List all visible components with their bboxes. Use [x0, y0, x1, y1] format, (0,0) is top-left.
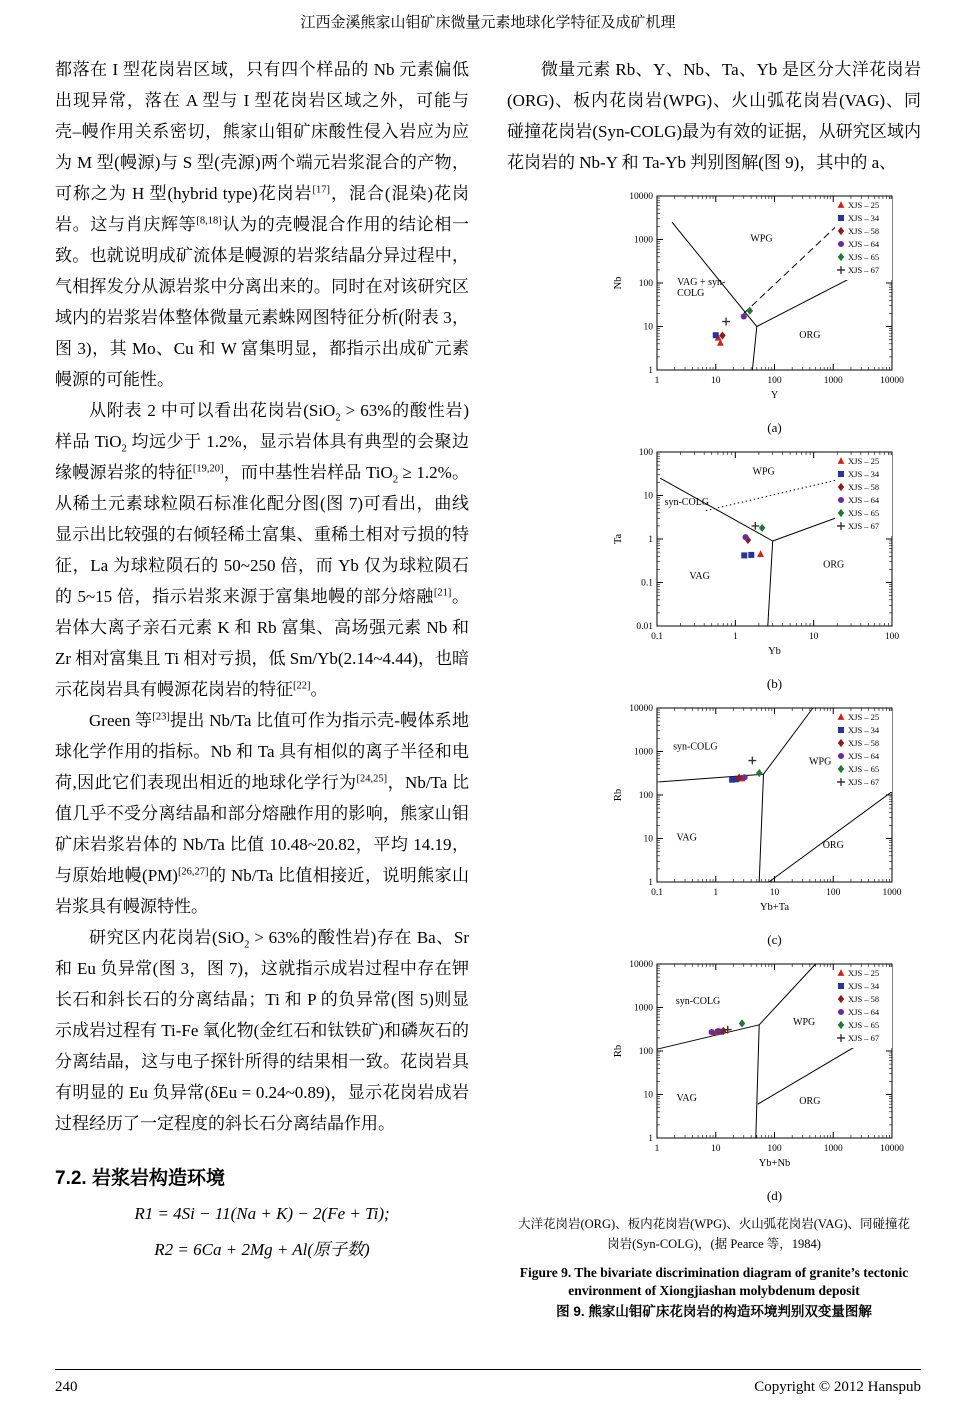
svg-text:XJS – 67: XJS – 67	[848, 521, 880, 531]
svg-text:XJS – 58: XJS – 58	[848, 738, 880, 748]
svg-text:XJS – 58: XJS – 58	[848, 994, 880, 1004]
paragraph: 从附表 2 中可以看出花岗岩(SiO$_2$ > 63%的酸性岩)样品 TiO$_2$ 均远少于 1.2%，显示岩体具有典型的会聚边缘幔源岩浆的特征[19,20]，而中基性岩样品 TiO$_2$ ≥ 1.2%。从稀土元素球粒陨石标准化配分图(图 7)可看出，曲线显示出比较强的右倾轻稀土富集、重稀土相对亏损的特征，La 为球粒陨石的 50~250 倍，而 Yb 仅为球粒陨石的 5~15 倍，指示岩浆来源于富集地幔的部分熔融[21]。岩体大离子亲石元素 K 和 Rb 富集、高场强元素 Nb 和 Zr 相对富集且 Ti 相对亏损，低 Sm/Yb(2.14~4.44)，也暗示花岗岩具有幔源花岗岩的特征[22]。	[55, 401, 469, 699]
svg-text:VAG: VAG	[676, 832, 697, 844]
svg-text:syn-COLG: syn-COLG	[675, 996, 721, 1008]
chart-d-sublabel: (d)	[766, 1188, 783, 1203]
svg-text:Rb: Rb	[613, 1044, 624, 1058]
svg-text:Nb: Nb	[613, 276, 624, 290]
svg-text:XJS – 25: XJS – 25	[848, 968, 880, 978]
svg-text:10: 10	[643, 491, 653, 502]
svg-text:XJS – 64: XJS – 64	[848, 239, 880, 249]
svg-text:XJS – 34: XJS – 34	[848, 213, 880, 223]
svg-text:10: 10	[769, 888, 780, 898]
svg-text:ORG: ORG	[799, 1096, 821, 1108]
chart-a-sublabel: (a)	[767, 420, 782, 435]
svg-text:0.01: 0.01	[636, 622, 653, 632]
page-footer	[55, 1369, 921, 1396]
svg-text:100: 100	[884, 632, 900, 642]
svg-text:Ta: Ta	[613, 533, 624, 545]
svg-text:WPG: WPG	[752, 466, 775, 478]
paragraph: 都落在 I 型花岗岩区域，只有四个样品的 Nb 元素偏低出现异常，落在 A 型与 I 型花岗岩区域之外，可能与壳–幔作用关系密切，熊家山钼矿床酸性侵入岩应为应为 M 型(幔源)与 S 型(壳源)两个端元岩浆混合的产物，可称之为 H 型(hybrid type)花岗岩[17]，混合(混染)花岗岩。这与肖庆辉等[8,18]认为的壳幔混合作用的结论相一致。也就说明成矿流体是幔源的岩浆结晶分异过程中，气相挥发分从源岩浆中分离出来的。同时在对该研究区域内的岩浆岩体整体微量元素蛛网图特征分析(附表 3，图 3)，其 Mo、Cu 和 W 富集明显，都指示出成矿元素幔源的可能性。	[55, 60, 470, 389]
svg-text:10000: 10000	[880, 1144, 904, 1154]
svg-text:10: 10	[711, 376, 721, 386]
chart-b-sublabel: (b)	[766, 676, 783, 691]
svg-text:1000: 1000	[634, 235, 653, 246]
chart-b-ta-yb	[507, 444, 921, 674]
svg-text:0.1: 0.1	[651, 632, 663, 642]
svg-text:10: 10	[643, 1090, 653, 1101]
chart-d-block	[507, 956, 921, 1204]
svg-text:1: 1	[654, 376, 660, 386]
formula-r1: R1 = 4Si − 11(Na + K) − 2(Fe + Ti);	[134, 1204, 390, 1223]
svg-text:1: 1	[648, 878, 653, 888]
svg-text:XJS – 64: XJS – 64	[848, 751, 880, 761]
svg-text:syn-COLG: syn-COLG	[673, 741, 718, 753]
svg-text:VAG + syn-COLG: VAG + syn-COLG	[677, 276, 726, 299]
paragraph: Green 等[23]提出 Nb/Ta 比值可作为指示壳-幔体系地球化学作用的指标。Nb 和 Ta 具有相似的离子半径和电荷,因此它们表现出相近的地球化学行为[24,25]，Nb/Ta 比值几乎不受分离结晶和部分熔融作用的影响，熊家山钼矿床岩浆岩体的 Nb/Ta 比值 10.48~20.82，平均 14.19，与原始地幔(PM)[26,27]的 Nb/Ta 比值相接近，说明熊家山岩浆具有幔源特性。	[55, 711, 470, 916]
svg-text:XJS – 67: XJS – 67	[848, 1033, 880, 1043]
svg-text:1: 1	[648, 1134, 653, 1144]
svg-text:Y: Y	[770, 390, 779, 401]
svg-text:XJS – 25: XJS – 25	[848, 200, 880, 210]
svg-text:XJS – 34: XJS – 34	[848, 469, 880, 479]
svg-text:1: 1	[713, 888, 719, 898]
svg-text:Rb: Rb	[613, 788, 624, 802]
paragraph: 微量元素 Rb、Y、Nb、Ta、Yb 是区分大洋花岗岩(ORG)、板内花岗岩(WPG)、火山弧花岗岩(VAG)、同碰撞花岗岩(Syn-COLG)最为有效的证据，从研究区域内花岗岩的 Nb-Y 和 Ta-Yb 判别图解(图 9)，其中的 a、	[507, 60, 921, 172]
svg-text:10: 10	[711, 1144, 721, 1154]
svg-text:1: 1	[648, 535, 653, 545]
svg-text:XJS – 64: XJS – 64	[848, 495, 880, 505]
svg-text:XJS – 67: XJS – 67	[848, 265, 880, 275]
figure-9	[507, 188, 921, 1322]
right-column-paragraphs	[507, 54, 921, 178]
svg-text:1000: 1000	[634, 747, 653, 758]
svg-text:10000: 10000	[629, 704, 653, 714]
svg-text:Yb+Nb: Yb+Nb	[758, 1158, 791, 1169]
svg-text:10: 10	[643, 834, 653, 845]
chart-b-block	[507, 444, 921, 692]
svg-text:0.1: 0.1	[641, 578, 653, 589]
svg-text:XJS – 64: XJS – 64	[848, 1007, 880, 1017]
svg-text:XJS – 25: XJS – 25	[848, 712, 880, 722]
chart-c-rb-ybta	[507, 700, 921, 930]
svg-text:1: 1	[648, 366, 653, 376]
svg-text:10000: 10000	[880, 376, 904, 386]
svg-text:XJS – 65: XJS – 65	[848, 764, 880, 774]
section-heading: 7.2. 岩浆岩构造环境	[55, 1168, 225, 1189]
svg-text:XJS – 65: XJS – 65	[848, 252, 880, 262]
svg-text:100: 100	[638, 448, 653, 458]
svg-text:XJS – 58: XJS – 58	[848, 482, 880, 492]
svg-text:1000: 1000	[882, 888, 902, 898]
svg-text:VAG: VAG	[676, 1093, 697, 1105]
figure-caption-en: Figure 9. The bivariate discrimination diagram of granite’s tectonic environment of Xiongjiashan molybdenum deposit	[519, 1265, 909, 1298]
right-column	[507, 54, 921, 1322]
svg-text:1000: 1000	[634, 1003, 653, 1014]
svg-text:1: 1	[732, 632, 738, 642]
svg-text:1: 1	[654, 1144, 660, 1154]
left-column	[55, 54, 469, 1322]
svg-text:WPG: WPG	[793, 1016, 816, 1028]
chart-a-block	[507, 188, 921, 436]
svg-text:WPG: WPG	[750, 233, 773, 245]
svg-text:WPG: WPG	[809, 756, 832, 768]
svg-text:100: 100	[638, 279, 653, 289]
svg-text:0.1: 0.1	[651, 888, 663, 898]
svg-text:10000: 10000	[629, 960, 653, 970]
svg-text:XJS – 67: XJS – 67	[848, 777, 880, 787]
copyright-text: Copyright © 2012 Hanspub	[754, 1379, 921, 1395]
svg-text:Yb+Ta: Yb+Ta	[759, 902, 790, 913]
paragraph: 研究区内花岗岩(SiO$_2$ > 63%的酸性岩)存在 Ba、Sr 和 Eu 负异常(图 3，图 7)，这就指示成岩过程中存在钾长石和斜长石的分离结晶；Ti 和 P 的负异常(图 5)则显示成岩过程有 Ti-Fe 氧化物(金红石和钛铁矿)和磷灰石的分离结晶，这与电子探针所得的结果相一致。花岗岩具有明显的 Eu 负异常(δEu = 0.24~0.89)，显示花岗岩成岩过程经历了一定程度的斜长石分离结晶作用。	[55, 928, 469, 1133]
svg-text:ORG: ORG	[822, 840, 844, 852]
svg-text:100: 100	[638, 791, 653, 801]
svg-text:Yb: Yb	[768, 646, 781, 657]
svg-text:XJS – 58: XJS – 58	[848, 226, 880, 236]
left-column-paragraphs	[55, 54, 469, 1139]
svg-text:ORG: ORG	[823, 559, 845, 571]
svg-text:10: 10	[808, 632, 819, 642]
svg-text:100: 100	[767, 376, 782, 386]
figure-caption-cn: 图 9. 熊家山钼矿床花岗岩的构造环境判别双变量图解	[556, 1304, 872, 1319]
svg-text:XJS – 34: XJS – 34	[848, 725, 880, 735]
two-column-body	[55, 54, 921, 1322]
figure-note: 大洋花岗岩(ORG)、板内花岗岩(WPG)、火山弧花岗岩(VAG)、同碰撞花岗岩(Syn-COLG)，(据 Pearce 等，1984)	[517, 1217, 911, 1251]
svg-text:1000: 1000	[823, 1144, 843, 1154]
svg-text:syn-COLG: syn-COLG	[664, 497, 710, 509]
svg-text:XJS – 65: XJS – 65	[848, 508, 880, 518]
chart-c-block	[507, 700, 921, 948]
running-head-title: 江西金溪熊家山钼矿床微量元素地球化学特征及成矿机理	[300, 15, 676, 31]
chart-c-sublabel: (c)	[767, 932, 782, 947]
svg-text:10: 10	[643, 322, 653, 333]
svg-text:ORG: ORG	[799, 329, 821, 341]
svg-text:100: 100	[826, 888, 841, 898]
svg-text:XJS – 65: XJS – 65	[848, 1020, 880, 1030]
svg-text:100: 100	[638, 1047, 653, 1057]
svg-text:VAG: VAG	[689, 571, 710, 583]
svg-text:XJS – 34: XJS – 34	[848, 981, 880, 991]
formula-r2: R2 = 6Ca + 2Mg + Al(原子数)	[154, 1240, 370, 1259]
chart-d-rb-ybnb	[507, 956, 921, 1186]
svg-text:1000: 1000	[823, 376, 843, 386]
page-number: 240	[55, 1379, 78, 1395]
svg-text:XJS – 25: XJS – 25	[848, 456, 880, 466]
chart-a-nb-y	[507, 188, 921, 418]
svg-text:10000: 10000	[629, 192, 653, 202]
svg-text:100: 100	[767, 1144, 782, 1154]
